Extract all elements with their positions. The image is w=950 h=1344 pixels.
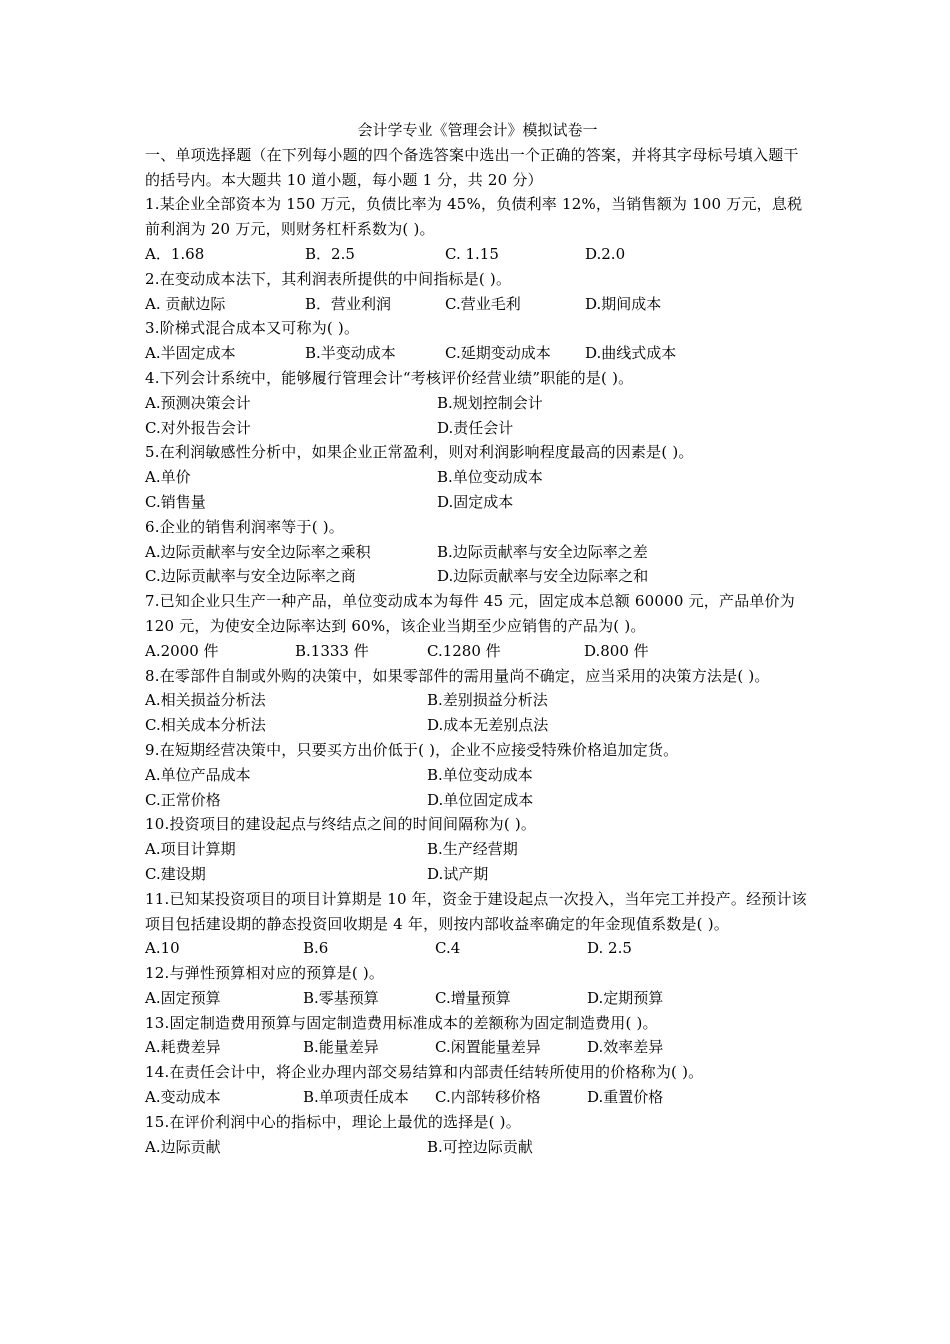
question-stem: 3.阶梯式混合成本又可称为( )。 xyxy=(145,319,360,338)
option-c: C.1280 件 xyxy=(427,641,501,660)
options-row xyxy=(145,540,810,565)
option-d: D.曲线式成本 xyxy=(585,344,677,363)
question-stem: 14.在责任会计中，将企业办理内部交易结算和内部责任结转所使用的价格称为( )。 xyxy=(145,1063,704,1082)
options-row xyxy=(145,292,810,317)
options-row xyxy=(145,1035,810,1060)
question-stem: 5.在利润敏感性分析中，如果企业正常盈利，则对利润影响程度最高的因素是( )。 xyxy=(145,443,694,462)
option-b: B.6 xyxy=(303,939,329,958)
question-stem: 4.下列会计系统中，能够履行管理会计“考核评价经营业绩”职能的是( )。 xyxy=(145,368,634,387)
options-row xyxy=(145,416,810,441)
options-row xyxy=(145,242,810,267)
option-c: C.4 xyxy=(435,939,461,958)
option-d: D.责任会计 xyxy=(437,418,514,437)
option-a: A.项目计算期 xyxy=(145,840,236,859)
option-b: B.零基预算 xyxy=(303,988,379,1007)
option-b: B.规划控制会计 xyxy=(437,393,543,412)
option-a: A.半固定成本 xyxy=(145,344,236,363)
options-row xyxy=(145,936,810,961)
options-row xyxy=(145,391,810,416)
options-row xyxy=(145,986,810,1011)
question-stem: 8.在零部件自制或外购的决策中，如果零部件的需用量尚不确定，应当采用的决策方法是( )。 xyxy=(145,666,770,685)
option-c: C.增量预算 xyxy=(435,988,511,1007)
option-c: C.正常价格 xyxy=(145,790,221,809)
option-a: A.耗费差异 xyxy=(145,1038,221,1057)
option-a: A.2000 件 xyxy=(145,641,219,660)
option-b: B.半变动成本 xyxy=(305,344,396,363)
options-row xyxy=(145,713,810,738)
options-row xyxy=(145,688,810,713)
options-row xyxy=(145,862,810,887)
options-row xyxy=(145,341,810,366)
option-d: D.成本无差别点法 xyxy=(427,716,549,735)
option-a: A.变动成本 xyxy=(145,1088,221,1107)
option-c: C.闲置能量差异 xyxy=(435,1038,541,1057)
options-row xyxy=(145,788,810,813)
option-a: A.边际贡献率与安全边际率之乘积 xyxy=(145,542,371,561)
exam-content xyxy=(145,118,810,1159)
option-a: A.单价 xyxy=(145,468,191,487)
options-row xyxy=(145,1135,810,1160)
option-c: C.相关成本分析法 xyxy=(145,716,266,735)
question-stem: 1.某企业全部资本为 150 万元，负债比率为 45%，负债利率 12%，当销售额为 100 万元，息税前利润为 20 万元，则财务杠杆系数为( )。 xyxy=(145,195,803,239)
option-b: B.可控边际贡献 xyxy=(427,1137,533,1156)
option-b: B.差别损益分析法 xyxy=(427,691,548,710)
option-d: D.2.0 xyxy=(585,244,626,263)
question-stem: 13.固定制造费用预算与固定制造费用标准成本的差额称为固定制造费用( )。 xyxy=(145,1013,658,1032)
option-c: C.销售量 xyxy=(145,492,206,511)
option-a: A.相关损益分析法 xyxy=(145,691,266,710)
option-c: C. 1.15 xyxy=(445,244,499,263)
option-a: A. 贡献边际 xyxy=(145,294,226,313)
option-d: D.定期预算 xyxy=(587,988,664,1007)
option-b: B.单位变动成本 xyxy=(427,765,533,784)
option-b: B．营业利润 xyxy=(305,294,392,313)
question-stem: 6.企业的销售利润率等于( )。 xyxy=(145,517,344,536)
option-d: D.期间成本 xyxy=(585,294,662,313)
option-c: C.建设期 xyxy=(145,864,206,883)
option-a: A.固定预算 xyxy=(145,988,221,1007)
options-row xyxy=(145,639,810,664)
question-stem: 10.投资项目的建设起点与终结点之间的时间间隔称为( )。 xyxy=(145,815,537,834)
question-stem: 2.在变动成本法下，其利润表所提供的中间指标是( )。 xyxy=(145,269,512,288)
question-stem: 11.已知某投资项目的项目计算期是 10 年，资金于建设起点一次投入，当年完工并投产。经预计该项目包括建设期的静态投资回收期是 4 年，则按内部收益率确定的年金现值系数是( )。 xyxy=(145,889,807,933)
option-a: A.单位产品成本 xyxy=(145,765,251,784)
option-d: D.试产期 xyxy=(427,864,489,883)
option-c: C.对外报告会计 xyxy=(145,418,251,437)
option-b: B．2.5 xyxy=(305,244,355,263)
option-a: A.10 xyxy=(145,939,180,958)
option-a: A.边际贡献 xyxy=(145,1137,221,1156)
question-stem: 7.已知企业只生产一种产品，单位变动成本为每件 45 元，固定成本总额 60000 元，产品单价为 120 元，为使安全边际率达到 60%，该企业当期至少应销售的产品为( )。 xyxy=(145,592,795,635)
option-c: C.内部转移价格 xyxy=(435,1088,541,1107)
option-b: B.1333 件 xyxy=(295,641,369,660)
section-heading: 一、单项选择题（在下列每小题的四个备选答案中选出一个正确的答案，并将其字母标号填入题干的括号内。本大题共 10 道小题，每小题 1 分，共 20 分） xyxy=(145,145,799,189)
options-row xyxy=(145,564,810,589)
option-c: C.营业毛利 xyxy=(445,294,521,313)
option-d: D.800 件 xyxy=(584,641,649,660)
options-row xyxy=(145,1085,810,1110)
option-b: B.单项责任成本 xyxy=(303,1088,409,1107)
options-row xyxy=(145,763,810,788)
option-b: B.单位变动成本 xyxy=(437,468,543,487)
option-d: D.边际贡献率与安全边际率之和 xyxy=(437,567,649,586)
option-b: B.边际贡献率与安全边际率之差 xyxy=(437,542,648,561)
exam-title: 会计学专业《管理会计》模拟试卷一 xyxy=(357,121,598,139)
option-a: A．1.68 xyxy=(145,244,205,263)
question-stem: 12.与弹性预算相对应的预算是( )。 xyxy=(145,964,385,983)
question-stem: 15.在评价利润中心的指标中，理论上最优的选择是( )。 xyxy=(145,1112,521,1131)
option-a: A.预测决策会计 xyxy=(145,393,251,412)
option-d: D.单位固定成本 xyxy=(427,790,534,809)
option-d: D.效率差异 xyxy=(587,1038,664,1057)
question-stem: 9.在短期经营决策中，只要买方出价低于( )，企业不应接受特殊价格追加定货。 xyxy=(145,740,679,759)
options-row xyxy=(145,490,810,515)
option-c: C.延期变动成本 xyxy=(445,344,551,363)
options-row xyxy=(145,837,810,862)
option-c: C.边际贡献率与安全边际率之商 xyxy=(145,567,356,586)
option-d: D.重置价格 xyxy=(587,1088,664,1107)
options-row xyxy=(145,465,810,490)
option-b: B.生产经营期 xyxy=(427,840,518,859)
option-d: D.固定成本 xyxy=(437,492,514,511)
option-b: B.能量差异 xyxy=(303,1038,379,1057)
option-d: D. 2.5 xyxy=(587,939,632,958)
